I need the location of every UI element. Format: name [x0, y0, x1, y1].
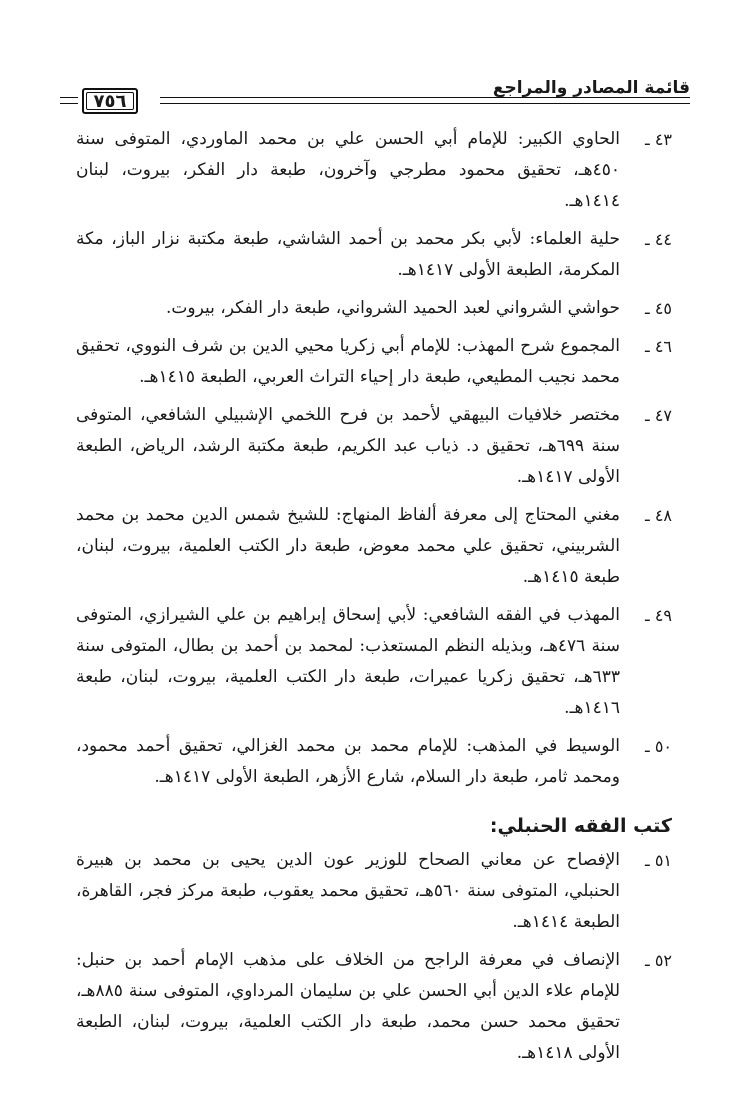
bibliography-entry-51 [76, 845, 672, 938]
bibliography-entry-45 [76, 293, 672, 324]
bibliography-list [76, 124, 672, 1076]
entry-number: ٥٠ ـ [645, 737, 672, 756]
entry-text: مغني المحتاج إلى معرفة ألفاظ المنهاج: للشيخ شمس الدين محمد بن محمد الشربيني، تحقيق علي محمد معوض، طبعة دار الكتب العلمية، بيروت، لبنان، طبعة ١٤١٥هـ. [76, 505, 620, 587]
bibliography-entry-46 [76, 331, 672, 393]
entry-text: الإفصاح عن معاني الصحاح للوزير عون الدين يحيى بن محمد بن هبيرة الحنبلي، المتوفى سنة ٥٦٠هـ، تحقيق محمد يعقوب، طبعة مركز فجر، القاهرة، الطبعة ١٤١٤هـ. [76, 850, 620, 932]
section-heading: كتب الفقه الحنبلي: [489, 815, 672, 837]
entry-text: المهذب في الفقه الشافعي: لأبي إسحاق إبراهيم بن علي الشيرازي، المتوفى سنة ٤٧٦هـ، وبذيله النظم المستعذب: لمحمد بن أحمد بن بطال، المتوفى سنة ٦٣٣هـ، تحقيق زكريا عميرات، طبعة دار الكتب العلمية، بيروت، لبنان، طبعة ١٤١٦هـ. [76, 605, 620, 718]
running-title: قائمة المصادر والمراجع [492, 78, 690, 98]
entry-text: المجموع شرح المهذب: للإمام أبي زكريا محيي الدين بن شرف النووي، تحقيق محمد نجيب المطيعي، طبعة دار إحياء التراث العربي، الطبعة ١٤١٥هـ. [76, 336, 620, 387]
entry-text: مختصر خلافيات البيهقي لأحمد بن فرح اللخمي الإشبيلي الشافعي، المتوفى سنة ٦٩٩هـ، تحقيق د. ذياب عبد الكريم، طبعة مكتبة الرشد، الرياض، الطبعة الأولى ١٤١٧هـ. [76, 405, 620, 487]
bibliography-entry-44 [76, 224, 672, 286]
header-rule [160, 97, 690, 104]
entry-number: ٤٥ ـ [645, 299, 672, 318]
bibliography-entry-43 [76, 124, 672, 217]
entry-text: حلية العلماء: لأبي بكر محمد بن أحمد الشاشي، طبعة مكتبة نزار الباز، مكة المكرمة، الطبعة الأولى ١٤١٧هـ. [76, 229, 620, 280]
bibliography-entry-49 [76, 600, 672, 724]
bibliography-entry-47 [76, 400, 672, 493]
entry-number: ٥١ ـ [645, 851, 672, 870]
page-number: ٧٥٦ [82, 88, 138, 114]
entry-number: ٤٣ ـ [645, 130, 672, 149]
entry-text: الوسيط في المذهب: للإمام محمد بن محمد الغزالي، تحقيق أحمد محمود، ومحمد ثامر، طبعة دار السلام، شارع الأزهر، الطبعة الأولى ١٤١٧هـ. [76, 736, 620, 787]
entry-text: الحاوي الكبير: للإمام أبي الحسن علي بن محمد الماوردي، المتوفى سنة ٤٥٠هـ، تحقيق محمود مطرجي وآخرون، طبعة دار الفكر، بيروت، لبنان ١٤١٤هـ. [76, 129, 620, 211]
entry-number: ٤٨ ـ [645, 506, 672, 525]
entry-number: ٥٢ ـ [645, 951, 672, 970]
header-rule-left [60, 97, 78, 104]
entry-number: ٤٦ ـ [645, 337, 672, 356]
entry-text: حواشي الشرواني لعبد الحميد الشرواني، طبعة دار الفكر، بيروت. [166, 298, 620, 318]
running-header [60, 76, 690, 116]
entry-number: ٤٩ ـ [645, 606, 672, 625]
entry-number: ٤٧ ـ [645, 406, 672, 425]
bibliography-entry-50 [76, 731, 672, 793]
entry-text: الإنصاف في معرفة الراجح من الخلاف على مذهب الإمام أحمد بن حنبل: للإمام علاء الدين أبي الحسن علي بن سليمان المرداوي، المتوفى سنة ٨٨٥هـ، تحقيق محمد حسن محمد، طبعة دار الكتب العلمية، بيروت، لبنان، الطبعة الأولى ١٤١٨هـ. [76, 950, 620, 1063]
bibliography-entry-48 [76, 500, 672, 593]
entry-number: ٤٤ ـ [645, 230, 672, 249]
bibliography-entry-52 [76, 945, 672, 1069]
